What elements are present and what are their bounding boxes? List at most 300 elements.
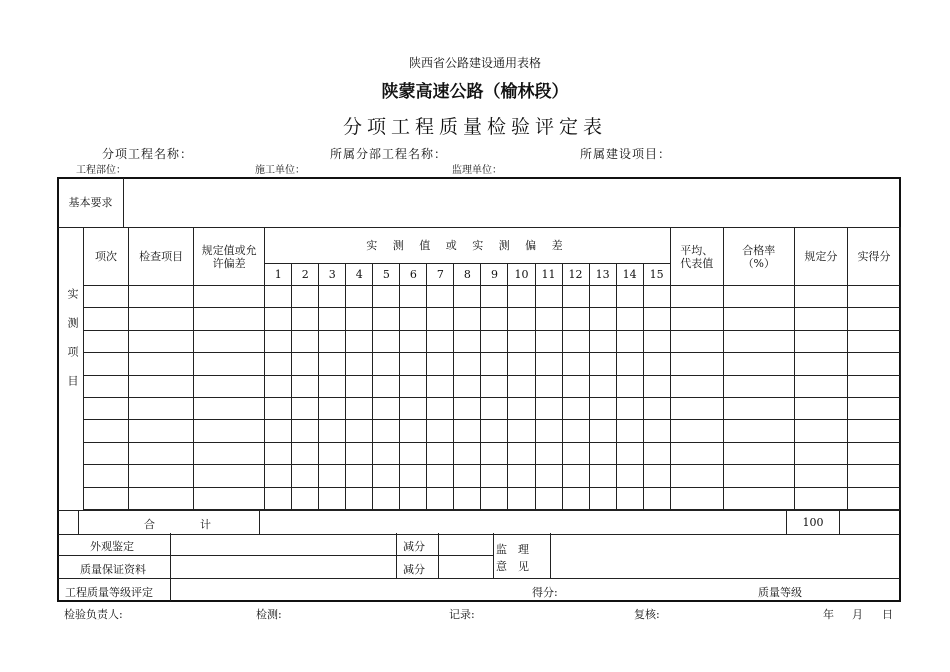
table-cell[interactable] [481, 487, 508, 509]
table-cell[interactable] [535, 487, 562, 509]
table-cell[interactable] [723, 397, 794, 419]
table-cell[interactable] [265, 487, 292, 509]
header-pass-rate-line2: （%） [742, 256, 776, 270]
table-cell[interactable] [373, 487, 400, 509]
table-cell[interactable] [194, 286, 265, 308]
table-cell[interactable] [847, 465, 900, 487]
table-cell[interactable] [723, 487, 794, 509]
table-cell[interactable] [616, 353, 643, 375]
table-cell[interactable] [562, 465, 589, 487]
header-standard-score: 规定分 [794, 228, 847, 286]
total-label-he: 合 [144, 518, 155, 531]
table-cell[interactable] [84, 397, 129, 419]
inspector-label: 检验负责人: [64, 608, 123, 621]
table-cell[interactable] [265, 465, 292, 487]
table-cell[interactable] [670, 375, 723, 397]
table-cell[interactable] [481, 442, 508, 464]
table-cell[interactable] [292, 420, 319, 442]
table-cell[interactable] [643, 375, 670, 397]
subproject-name-label: 分项工程名称： [102, 147, 194, 161]
table-cell[interactable] [670, 442, 723, 464]
table-cell[interactable] [481, 465, 508, 487]
table-cell[interactable] [84, 286, 129, 308]
side-label-text: 实测项目 [66, 288, 79, 404]
table-cell[interactable] [454, 420, 481, 442]
table-cell[interactable] [194, 442, 265, 464]
table-cell[interactable] [535, 420, 562, 442]
table-cell[interactable] [562, 353, 589, 375]
table-cell[interactable] [373, 308, 400, 330]
table-cell[interactable] [670, 420, 723, 442]
table-cell[interactable] [847, 442, 900, 464]
table-cell[interactable] [373, 286, 400, 308]
table-cell[interactable] [535, 308, 562, 330]
grade-eval-label: 工程质量等级评定 [65, 586, 153, 599]
total-label-ji: 计 [200, 518, 211, 531]
supervisor-label: 监理单位： [452, 165, 502, 176]
table-cell[interactable] [400, 487, 427, 509]
measure-col-13: 13 [589, 264, 616, 286]
measure-col-5: 5 [373, 264, 400, 286]
table-cell[interactable] [589, 353, 616, 375]
table-cell[interactable] [400, 420, 427, 442]
table-row [84, 286, 901, 308]
bottom-vline-2 [396, 533, 397, 578]
measure-col-11: 11 [535, 264, 562, 286]
quality-docs-label: 质量保证资料 [80, 563, 146, 576]
table-cell[interactable] [508, 397, 535, 419]
table-cell[interactable] [481, 308, 508, 330]
table-cell[interactable] [616, 286, 643, 308]
table-cell[interactable] [129, 397, 194, 419]
table-row [84, 420, 901, 442]
table-cell[interactable] [194, 420, 265, 442]
table-cell[interactable] [481, 397, 508, 419]
table-cell[interactable] [562, 420, 589, 442]
table-cell[interactable] [84, 353, 129, 375]
table-cell[interactable] [589, 442, 616, 464]
table-cell[interactable] [129, 286, 194, 308]
table-cell[interactable] [454, 330, 481, 352]
table-cell[interactable] [847, 308, 900, 330]
table-cell[interactable] [508, 353, 535, 375]
table-cell[interactable] [265, 330, 292, 352]
table-cell[interactable] [535, 353, 562, 375]
table-cell[interactable] [589, 465, 616, 487]
header-average-line1: 平均、 [680, 243, 714, 257]
table-cell[interactable] [346, 353, 373, 375]
table-cell[interactable] [373, 353, 400, 375]
header-average [670, 228, 723, 286]
table-cell[interactable] [670, 330, 723, 352]
table-cell[interactable] [129, 487, 194, 509]
table-cell[interactable] [643, 286, 670, 308]
parent-project-label: 所属分部工程名称： [330, 147, 448, 161]
table-cell[interactable] [427, 397, 454, 419]
table-cell[interactable] [427, 286, 454, 308]
measure-col-6: 6 [400, 264, 427, 286]
table-cell[interactable] [643, 465, 670, 487]
table-cell[interactable] [454, 286, 481, 308]
table-cell[interactable] [589, 487, 616, 509]
table-cell[interactable] [535, 397, 562, 419]
table-cell[interactable] [794, 420, 847, 442]
table-cell[interactable] [400, 286, 427, 308]
table-cell[interactable] [292, 353, 319, 375]
table-cell[interactable] [670, 465, 723, 487]
total-divider-1 [78, 511, 79, 534]
construction-project-label: 所属建设项目： [580, 147, 672, 161]
table-cell[interactable] [427, 308, 454, 330]
project-title: 陕蒙高速公路（榆林段） [381, 82, 569, 102]
table-cell[interactable] [319, 330, 346, 352]
table-cell[interactable] [427, 420, 454, 442]
month-label: 月 [852, 608, 863, 621]
table-cell[interactable] [84, 308, 129, 330]
table-cell[interactable] [84, 465, 129, 487]
measure-col-2: 2 [292, 264, 319, 286]
table-cell[interactable] [562, 286, 589, 308]
table-cell[interactable] [373, 375, 400, 397]
contractor-label: 施工单位： [255, 165, 305, 176]
table-cell[interactable] [454, 353, 481, 375]
table-cell[interactable] [346, 308, 373, 330]
total-divider-4 [839, 511, 840, 534]
table-cell[interactable] [400, 397, 427, 419]
table-cell[interactable] [847, 397, 900, 419]
header-item-no: 项次 [84, 228, 129, 286]
table-cell[interactable] [319, 286, 346, 308]
table-cell[interactable] [670, 397, 723, 419]
table-cell[interactable] [616, 442, 643, 464]
table-cell[interactable] [508, 487, 535, 509]
year-label: 年 [823, 608, 834, 621]
table-cell[interactable] [589, 375, 616, 397]
table-cell[interactable] [400, 465, 427, 487]
table-cell[interactable] [427, 353, 454, 375]
table-cell[interactable] [643, 308, 670, 330]
table-cell[interactable] [346, 465, 373, 487]
table-cell[interactable] [589, 308, 616, 330]
table-cell[interactable] [794, 397, 847, 419]
deduct-label-1: 减分 [403, 540, 425, 553]
table-cell[interactable] [508, 375, 535, 397]
table-cell[interactable] [319, 487, 346, 509]
table-cell[interactable] [508, 308, 535, 330]
total-divider-2 [259, 511, 260, 534]
grade-label: 质量等级 [758, 586, 802, 599]
table-cell[interactable] [194, 465, 265, 487]
table-cell[interactable] [562, 397, 589, 419]
table-cell[interactable] [84, 420, 129, 442]
bottom-vline-4 [493, 533, 494, 578]
table-cell[interactable] [481, 375, 508, 397]
table-cell[interactable] [535, 442, 562, 464]
table-cell[interactable] [643, 442, 670, 464]
table-cell[interactable] [535, 375, 562, 397]
table-row [84, 487, 901, 509]
table-cell[interactable] [292, 465, 319, 487]
table-cell[interactable] [319, 308, 346, 330]
table-cell[interactable] [454, 308, 481, 330]
table-cell[interactable] [194, 375, 265, 397]
table-cell[interactable] [292, 375, 319, 397]
table-row [84, 308, 901, 330]
total-score: 100 [802, 516, 824, 529]
bottom-vline-3 [438, 533, 439, 578]
basic-requirements-row [58, 178, 900, 228]
table-cell[interactable] [292, 286, 319, 308]
tester-label: 检测: [256, 608, 282, 621]
table-cell[interactable] [84, 375, 129, 397]
measure-col-15: 15 [643, 264, 670, 286]
form-subtitle: 陕西省公路建设通用表格 [408, 56, 541, 70]
table-cell[interactable] [194, 353, 265, 375]
table-cell[interactable] [346, 330, 373, 352]
table-cell[interactable] [129, 420, 194, 442]
table-cell[interactable] [643, 330, 670, 352]
header-measured: 实 测 值 或 实 测 偏 差 [265, 228, 671, 264]
table-cell[interactable] [794, 442, 847, 464]
table-cell[interactable] [616, 308, 643, 330]
table-cell[interactable] [373, 420, 400, 442]
table-cell[interactable] [292, 308, 319, 330]
measure-col-3: 3 [319, 264, 346, 286]
table-cell[interactable] [265, 375, 292, 397]
measure-col-1: 1 [265, 264, 292, 286]
table-cell[interactable] [400, 330, 427, 352]
table-cell[interactable] [723, 420, 794, 442]
header-actual-score: 实得分 [847, 228, 900, 286]
table-cell[interactable] [616, 397, 643, 419]
table-cell[interactable] [723, 286, 794, 308]
table-row [84, 397, 901, 419]
header-spec: 规定值或允许偏差 [194, 228, 265, 286]
table-cell[interactable] [481, 353, 508, 375]
measure-col-8: 8 [454, 264, 481, 286]
table-cell[interactable] [400, 308, 427, 330]
table-cell[interactable] [723, 308, 794, 330]
table-cell[interactable] [427, 465, 454, 487]
table-cell[interactable] [794, 308, 847, 330]
table-cell[interactable] [265, 442, 292, 464]
table-cell[interactable] [129, 330, 194, 352]
table-cell[interactable] [847, 420, 900, 442]
table-cell[interactable] [535, 330, 562, 352]
table-cell[interactable] [616, 420, 643, 442]
table-cell[interactable] [562, 442, 589, 464]
measurement-table [83, 227, 901, 510]
table-cell[interactable] [454, 465, 481, 487]
table-cell[interactable] [346, 286, 373, 308]
table-cell[interactable] [723, 375, 794, 397]
total-row [58, 510, 900, 535]
table-cell[interactable] [454, 442, 481, 464]
table-cell[interactable] [847, 286, 900, 308]
table-cell[interactable] [400, 375, 427, 397]
day-label: 日 [882, 608, 893, 621]
table-cell[interactable] [508, 442, 535, 464]
supervision-label-2: 意 见 [496, 560, 529, 573]
appearance-label: 外观鉴定 [90, 540, 134, 553]
table-cell[interactable] [319, 353, 346, 375]
table-cell[interactable] [319, 442, 346, 464]
table-cell[interactable] [454, 397, 481, 419]
table-cell[interactable] [535, 465, 562, 487]
bottom-vline-1 [170, 533, 171, 601]
location-label: 工程部位： [76, 165, 126, 176]
table-cell[interactable] [84, 442, 129, 464]
table-cell[interactable] [194, 397, 265, 419]
table-cell[interactable] [129, 442, 194, 464]
table-cell[interactable] [616, 487, 643, 509]
table-cell[interactable] [427, 375, 454, 397]
basic-requirements-label: 基本要求 [58, 178, 124, 227]
table-row [84, 465, 901, 487]
table-cell[interactable] [265, 308, 292, 330]
table-cell[interactable] [794, 465, 847, 487]
table-cell[interactable] [129, 308, 194, 330]
measure-col-4: 4 [346, 264, 373, 286]
table-cell[interactable] [400, 353, 427, 375]
table-cell[interactable] [319, 420, 346, 442]
table-cell[interactable] [670, 308, 723, 330]
table-cell[interactable] [508, 465, 535, 487]
table-cell[interactable] [427, 442, 454, 464]
bottom-section [58, 533, 900, 601]
table-cell[interactable] [794, 487, 847, 509]
table-cell[interactable] [794, 330, 847, 352]
table-cell[interactable] [292, 442, 319, 464]
table-cell[interactable] [589, 420, 616, 442]
table-cell[interactable] [723, 442, 794, 464]
table-cell[interactable] [562, 487, 589, 509]
table-cell[interactable] [794, 286, 847, 308]
header-pass-rate [723, 228, 794, 286]
header-check-item: 检查项目 [129, 228, 194, 286]
table-cell[interactable] [508, 420, 535, 442]
table-cell[interactable] [589, 397, 616, 419]
table-cell[interactable] [292, 397, 319, 419]
table-cell[interactable] [847, 375, 900, 397]
table-cell[interactable] [346, 442, 373, 464]
table-cell[interactable] [129, 465, 194, 487]
supervision-label-1: 监 理 [496, 543, 529, 556]
table-cell[interactable] [847, 487, 900, 509]
table-cell[interactable] [670, 487, 723, 509]
table-cell[interactable] [643, 487, 670, 509]
deduct-label-2: 减分 [403, 563, 425, 576]
table-cell[interactable] [562, 308, 589, 330]
table-cell[interactable] [454, 487, 481, 509]
form-title: 分项工程质量检验评定表 [342, 116, 607, 138]
table-cell[interactable] [847, 353, 900, 375]
table-cell[interactable] [194, 308, 265, 330]
reviewer-label: 复核: [634, 608, 660, 621]
table-row [84, 442, 901, 464]
table-cell[interactable] [292, 330, 319, 352]
table-cell[interactable] [319, 375, 346, 397]
table-cell[interactable] [794, 375, 847, 397]
table-cell[interactable] [373, 397, 400, 419]
table-cell[interactable] [670, 286, 723, 308]
table-cell[interactable] [84, 330, 129, 352]
table-cell[interactable] [847, 330, 900, 352]
table-cell[interactable] [265, 420, 292, 442]
table-cell[interactable] [508, 286, 535, 308]
table-cell[interactable] [562, 330, 589, 352]
table-cell[interactable] [562, 375, 589, 397]
table-cell[interactable] [194, 487, 265, 509]
measure-col-12: 12 [562, 264, 589, 286]
table-cell[interactable] [265, 397, 292, 419]
table-cell[interactable] [616, 465, 643, 487]
table-cell[interactable] [481, 286, 508, 308]
bottom-vline-5 [550, 533, 551, 578]
table-cell[interactable] [265, 353, 292, 375]
table-cell[interactable] [723, 465, 794, 487]
measure-col-10: 10 [508, 264, 535, 286]
table-cell[interactable] [589, 286, 616, 308]
table-cell[interactable] [129, 375, 194, 397]
table-cell[interactable] [346, 375, 373, 397]
table-cell[interactable] [427, 330, 454, 352]
bottom-hline-2 [58, 578, 900, 579]
header-pass-rate-line1: 合格率 [742, 243, 776, 257]
table-cell[interactable] [643, 397, 670, 419]
table-cell[interactable] [373, 442, 400, 464]
measure-col-9: 9 [481, 264, 508, 286]
table-cell[interactable] [723, 353, 794, 375]
table-cell[interactable] [670, 353, 723, 375]
table-cell[interactable] [427, 487, 454, 509]
table-cell[interactable] [589, 330, 616, 352]
table-cell[interactable] [373, 330, 400, 352]
table-cell[interactable] [265, 286, 292, 308]
table-cell[interactable] [319, 397, 346, 419]
table-cell[interactable] [481, 420, 508, 442]
table-cell[interactable] [723, 330, 794, 352]
header-average-line2: 代表值 [680, 256, 714, 270]
measure-col-14: 14 [616, 264, 643, 286]
table-cell[interactable] [346, 487, 373, 509]
measure-col-7: 7 [427, 264, 454, 286]
table-cell[interactable] [292, 487, 319, 509]
table-cell[interactable] [400, 442, 427, 464]
table-cell[interactable] [535, 286, 562, 308]
table-cell[interactable] [616, 330, 643, 352]
table-cell[interactable] [643, 353, 670, 375]
side-label-cell [58, 228, 84, 510]
table-cell[interactable] [129, 353, 194, 375]
table-cell[interactable] [319, 465, 346, 487]
table-cell[interactable] [346, 420, 373, 442]
bottom-hline-1 [58, 555, 493, 556]
score-label: 得分: [532, 586, 558, 599]
table-cell[interactable] [643, 420, 670, 442]
table-cell[interactable] [616, 375, 643, 397]
recorder-label: 记录: [449, 608, 475, 621]
table-cell[interactable] [84, 487, 129, 509]
table-cell[interactable] [508, 330, 535, 352]
table-cell[interactable] [194, 330, 265, 352]
table-cell[interactable] [346, 397, 373, 419]
table-cell[interactable] [481, 330, 508, 352]
table-cell[interactable] [454, 375, 481, 397]
table-cell[interactable] [794, 353, 847, 375]
table-cell[interactable] [373, 465, 400, 487]
table-row [84, 353, 901, 375]
